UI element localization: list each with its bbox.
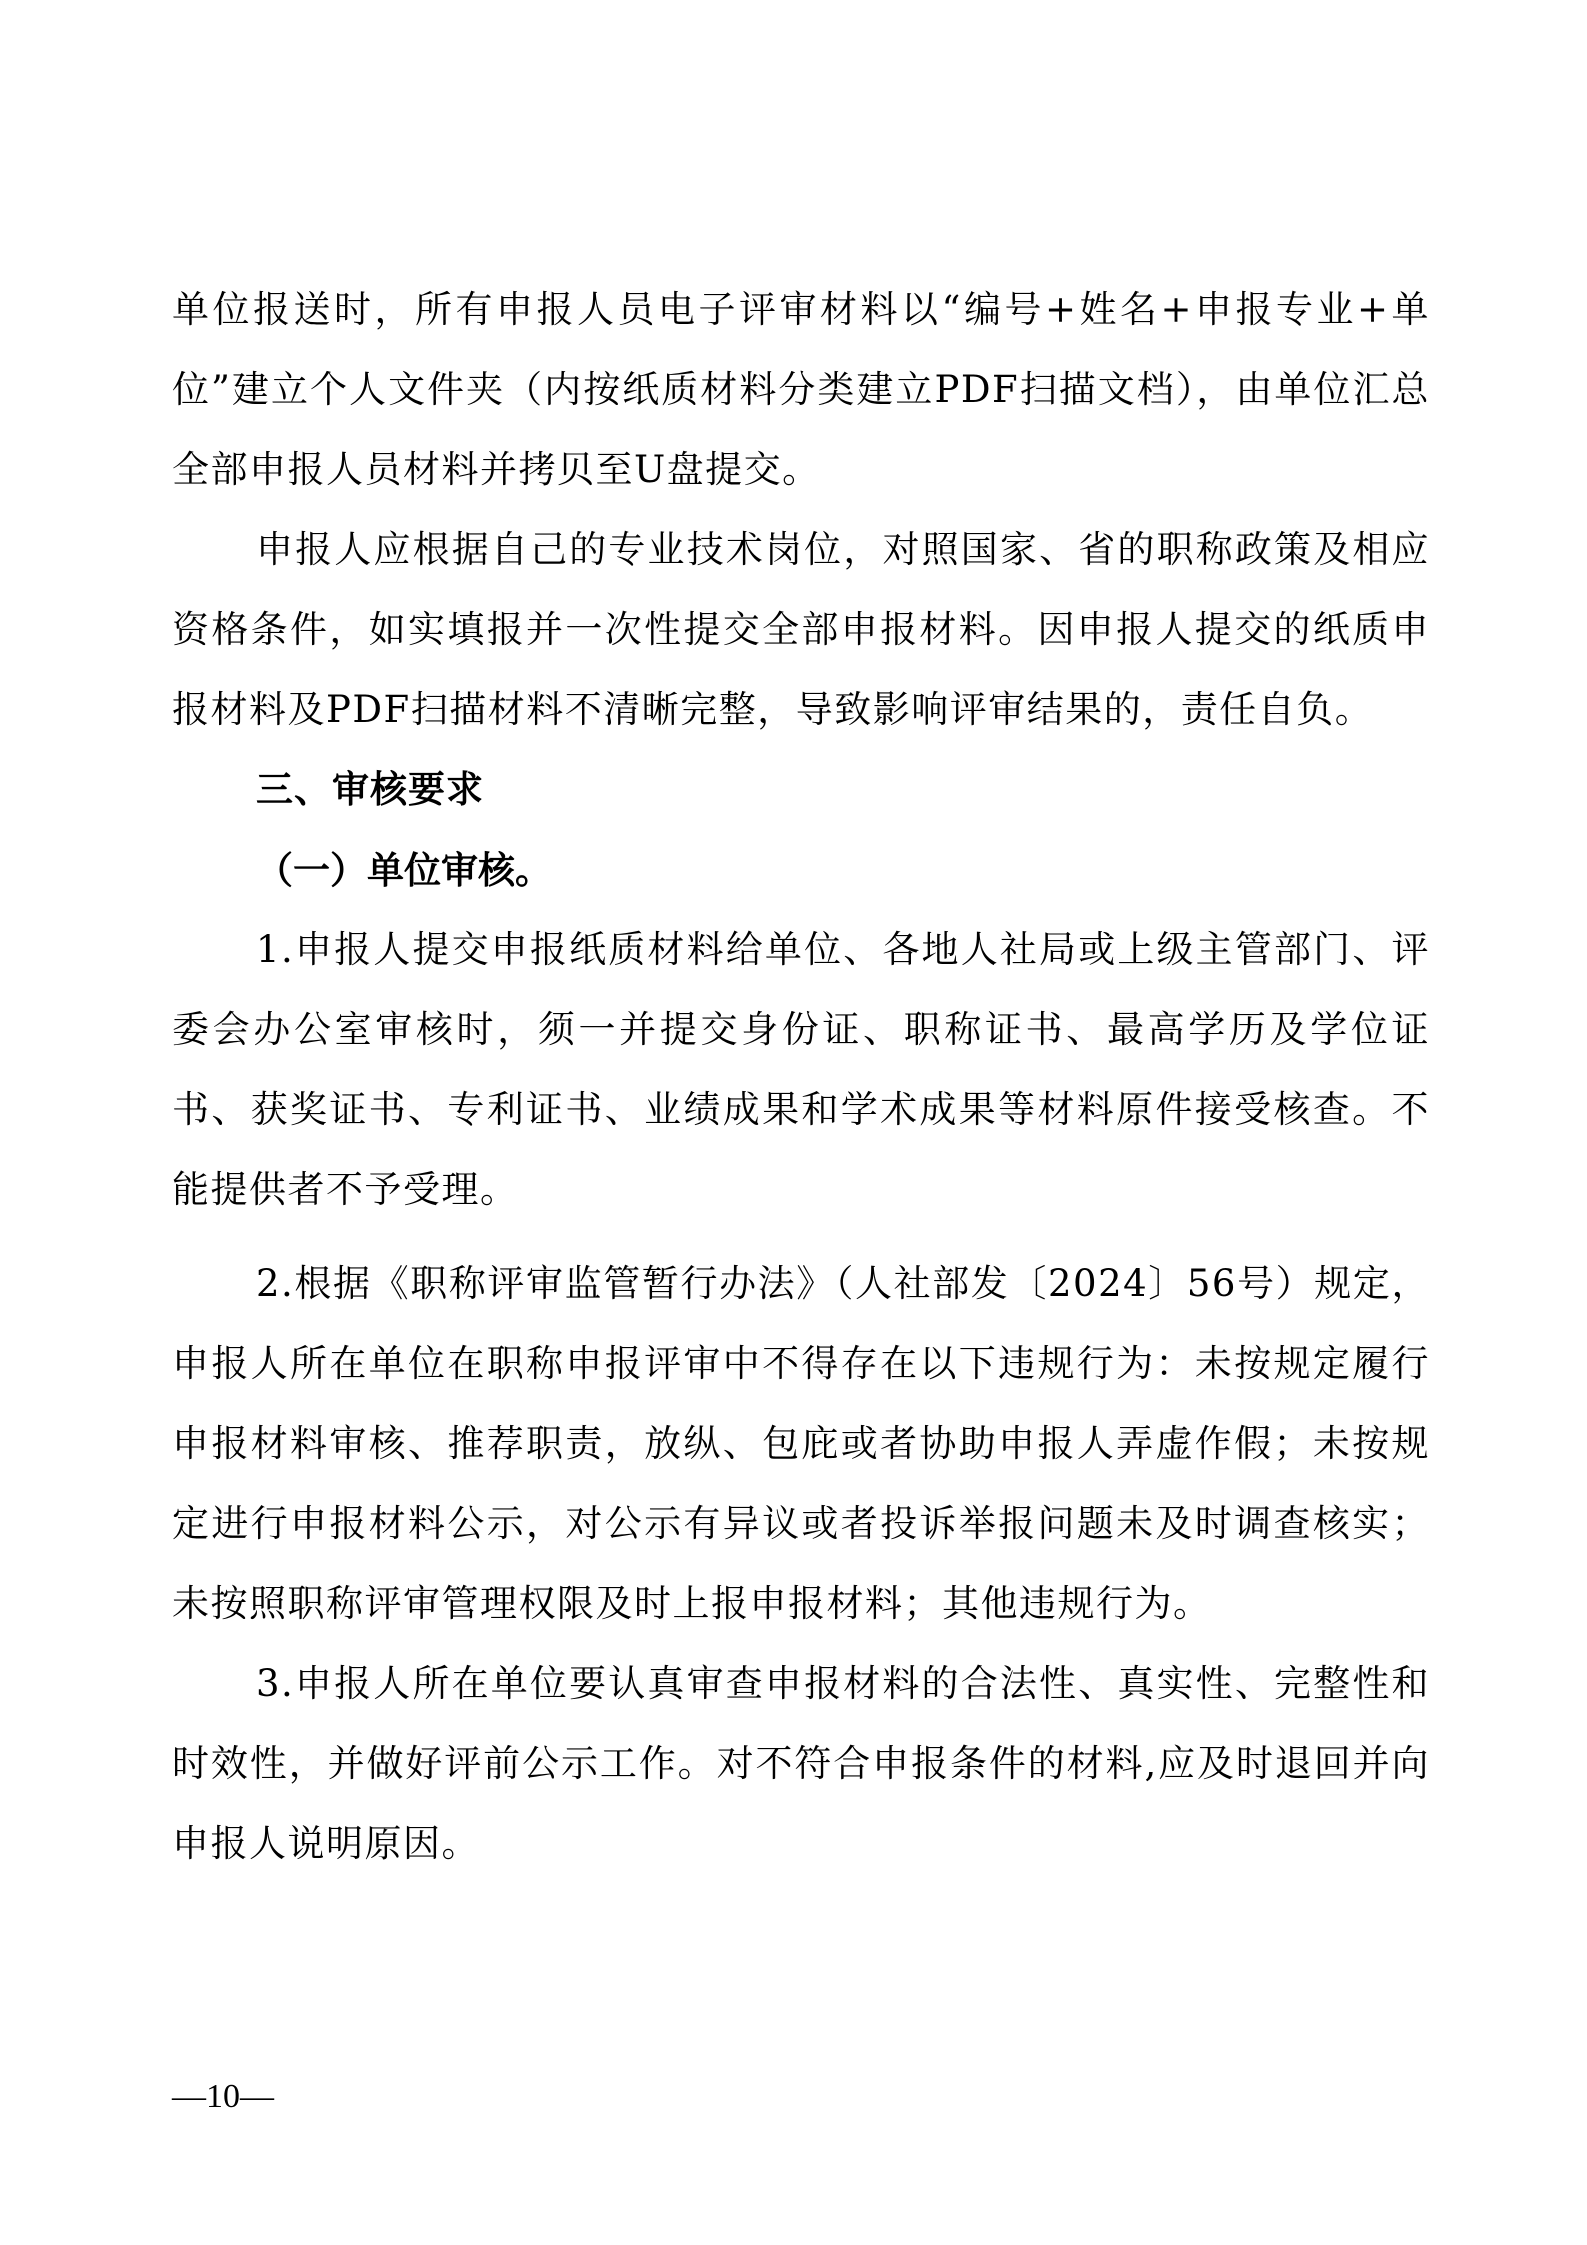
list-item-2: 2.根据《职称评审监管暂行办法》（人社部发〔2024〕56号）规定，申报人所在单位在职称申报评审中不得存在以下违规行为：未按规定履行申报材料审核、推荐职责，放纵、包庇或者协助申报人弄虚作假；未按规定进行申报材料公示，对公示有异议或者投诉举报问题未及时调查核实；未按照职称评审管理权限及时上报申报材料；其他违规行为。 xyxy=(172,1262,1430,1625)
list-item-1: 1.申报人提交申报纸质材料给单位、各地人社局或上级主管部门、评委会办公室审核时，须一并提交身份证、职称证书、最高学历及学位证书、获奖证书、专利证书、业绩成果和学术成果等材料原件接受核查。不能提供者不予受理。 xyxy=(172,928,1430,1211)
spacer xyxy=(172,1230,1430,1244)
document-page xyxy=(172,270,1430,1884)
subsection-heading: （一）单位审核。 xyxy=(256,848,552,892)
paragraph-applicant-responsibility: 申报人应根据自己的专业技术岗位，对照国家、省的职称政策及相应资格条件，如实填报并一次性提交全部申报材料。因申报人提交的纸质申报材料及PDF扫描材料不清晰完整，导致影响评审结果的，责任自负。 xyxy=(172,528,1430,731)
list-item-3: 3.申报人所在单位要认真审查申报材料的合法性、真实性、完整性和时效性，并做好评前公示工作。对不符合申报条件的材料,应及时退回并向申报人说明原因。 xyxy=(172,1662,1430,1865)
paragraph-submission-format: 单位报送时，所有申报人员电子评审材料以“编号+姓名+申报专业+单位”建立个人文件夹（内按纸质材料分类建立PDF扫描文档），由单位汇总全部申报人员材料并拷贝至U盘提交。 xyxy=(172,288,1430,491)
page-number: —10— xyxy=(172,2078,274,2115)
section-heading: 三、审核要求 xyxy=(256,768,484,811)
